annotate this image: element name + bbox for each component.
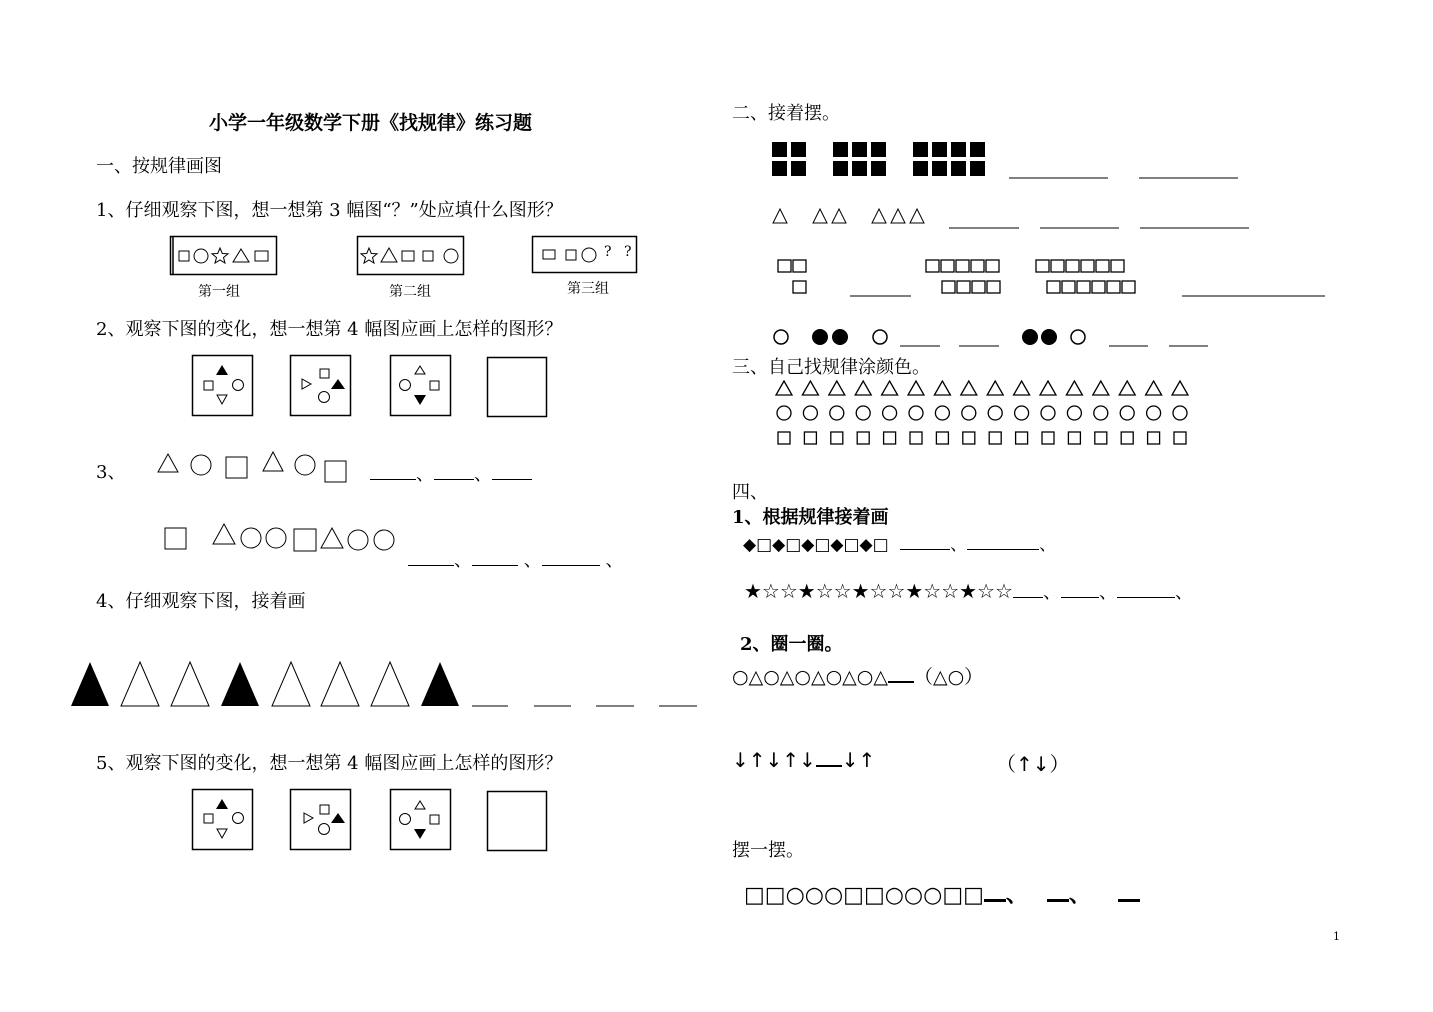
- answer-blank[interactable]: [1061, 596, 1099, 598]
- q2-figure-2: [290, 355, 352, 417]
- q1-group1-label: 第一组: [198, 284, 240, 300]
- color-square[interactable]: [1121, 432, 1133, 444]
- question-5: 5、观察下图的变化，想一想第 4 幅图应画上怎样的图形？: [96, 753, 563, 774]
- q4-triangle-sequence: [70, 660, 700, 708]
- color-triangle[interactable]: [961, 381, 977, 395]
- answer-blank[interactable]: [370, 478, 416, 480]
- q5-figure-2: [290, 789, 352, 851]
- color-triangle[interactable]: [1093, 381, 1109, 395]
- q2-figure-1: [192, 355, 254, 417]
- color-circle[interactable]: [1094, 406, 1108, 420]
- color-triangle[interactable]: [1014, 381, 1030, 395]
- color-triangle[interactable]: [1119, 381, 1135, 395]
- arrow-options[interactable]: （↑↓）: [996, 752, 1070, 776]
- q1-group2-shapes: [357, 236, 465, 276]
- color-triangle[interactable]: [987, 381, 1003, 395]
- section-4-heading: 四、: [732, 482, 768, 503]
- color-square[interactable]: [989, 432, 1001, 444]
- color-triangle[interactable]: [802, 381, 818, 395]
- q1-group1-shapes: [170, 236, 278, 276]
- color-circle[interactable]: [988, 406, 1002, 420]
- s4-star-row: ★☆☆★☆☆★☆☆★☆☆★☆☆ 、 、 、: [744, 579, 1193, 603]
- q2-figure-3: [390, 355, 452, 417]
- section-2-heading: 二、接着摆。: [732, 103, 840, 124]
- color-triangle[interactable]: [882, 381, 898, 395]
- color-square[interactable]: [1068, 432, 1080, 444]
- color-circle[interactable]: [777, 406, 791, 420]
- s2-hollow-square-groups: [776, 257, 1336, 301]
- color-square[interactable]: [804, 432, 816, 444]
- q1-group3-question-marks: ? ?: [604, 244, 636, 260]
- q3-row1-shapes: [155, 450, 355, 484]
- color-circle[interactable]: [1173, 406, 1187, 420]
- q1-group2-label: 第二组: [389, 284, 431, 300]
- answer-blank[interactable]: [900, 548, 950, 550]
- q3-row2-shapes: [162, 522, 402, 556]
- color-circle[interactable]: [856, 406, 870, 420]
- answer-blank[interactable]: [1047, 898, 1069, 902]
- color-triangle[interactable]: [855, 381, 871, 395]
- color-triangle[interactable]: [1040, 381, 1056, 395]
- color-circle[interactable]: [883, 406, 897, 420]
- color-circle[interactable]: [1120, 406, 1134, 420]
- color-triangle[interactable]: [829, 381, 845, 395]
- color-circle[interactable]: [962, 406, 976, 420]
- color-square[interactable]: [1095, 432, 1107, 444]
- question-3-label: 3、: [96, 462, 126, 483]
- answer-blank[interactable]: [408, 564, 454, 566]
- color-square[interactable]: [831, 432, 843, 444]
- s2-triangle-groups: [772, 206, 1252, 230]
- question-4: 4、仔细观察下图，接着画: [96, 591, 306, 612]
- color-square[interactable]: [910, 432, 922, 444]
- color-triangle[interactable]: [1066, 381, 1082, 395]
- color-triangle[interactable]: [776, 381, 792, 395]
- arrange-sequence-row: □□○○○□□○○○□□ 、 、: [744, 878, 1140, 909]
- s4-diamond-row: ◆□◆□◆□◆□◆□ 、 、: [743, 535, 1057, 555]
- answer-blank[interactable]: [434, 478, 474, 480]
- answer-blank[interactable]: [984, 898, 1006, 902]
- s2-circle-row: [772, 326, 1212, 350]
- section-4-question-1: 1、根据规律接着画: [732, 507, 889, 528]
- color-square[interactable]: [884, 432, 896, 444]
- q2-answer-box[interactable]: [487, 357, 549, 419]
- color-circle[interactable]: [1147, 406, 1161, 420]
- s2-square-blocks: [772, 142, 1242, 180]
- answer-blank[interactable]: [1013, 596, 1043, 598]
- s4-arrow-row: ↓↑↓↑↓ ↓↑: [732, 748, 876, 772]
- color-square[interactable]: [1016, 432, 1028, 444]
- circle-options[interactable]: （△○）: [913, 666, 984, 688]
- color-square[interactable]: [857, 432, 869, 444]
- answer-blank[interactable]: [967, 548, 1039, 550]
- color-circle[interactable]: [830, 406, 844, 420]
- color-square[interactable]: [1174, 432, 1186, 444]
- color-circle[interactable]: [1015, 406, 1029, 420]
- answer-blank[interactable]: [1118, 898, 1140, 902]
- color-circle[interactable]: [909, 406, 923, 420]
- q3-row1-answers: 、 、: [370, 460, 532, 486]
- color-circle[interactable]: [935, 406, 949, 420]
- color-triangle[interactable]: [1172, 381, 1188, 395]
- answer-blank[interactable]: [492, 478, 532, 480]
- section-1-heading: 一、按规律画图: [96, 156, 222, 177]
- page-title: 小学一年级数学下册《找规律》练习题: [209, 112, 533, 134]
- answer-blank[interactable]: [1117, 596, 1175, 598]
- section-3-heading: 三、自己找规律涂颜色。: [732, 357, 930, 378]
- color-square[interactable]: [778, 432, 790, 444]
- q1-group3-label: 第三组: [567, 281, 609, 297]
- s3-coloring-grid[interactable]: [772, 378, 1192, 450]
- question-2: 2、观察下图的变化，想一想第 4 幅图应画上怎样的图形？: [96, 319, 563, 340]
- color-circle[interactable]: [1067, 406, 1081, 420]
- color-circle[interactable]: [803, 406, 817, 420]
- q5-answer-box[interactable]: [487, 791, 549, 853]
- color-triangle[interactable]: [908, 381, 924, 395]
- answer-blank[interactable]: [472, 564, 518, 566]
- color-square[interactable]: [1042, 432, 1054, 444]
- arrange-heading: 摆一摆。: [732, 840, 804, 861]
- q5-figure-1: [192, 789, 254, 851]
- s4-circle-triangle-row: ○△○△○△○△○△ （△○）: [732, 666, 984, 688]
- q5-figure-3: [390, 789, 452, 851]
- color-square[interactable]: [1148, 432, 1160, 444]
- answer-blank[interactable]: [888, 680, 914, 683]
- color-triangle[interactable]: [1146, 381, 1162, 395]
- answer-blank[interactable]: [816, 764, 842, 767]
- answer-blank[interactable]: [542, 564, 600, 566]
- section-4-question-2: 2、圈一圈。: [740, 634, 843, 655]
- page-number: 1: [1333, 930, 1340, 943]
- question-1: 1、仔细观察下图，想一想第 3 幅图“？”处应填什么图形？: [96, 200, 563, 221]
- color-square[interactable]: [963, 432, 975, 444]
- color-triangle[interactable]: [934, 381, 950, 395]
- color-circle[interactable]: [1041, 406, 1055, 420]
- color-square[interactable]: [936, 432, 948, 444]
- q3-row2-answers: 、 、 、: [408, 546, 623, 572]
